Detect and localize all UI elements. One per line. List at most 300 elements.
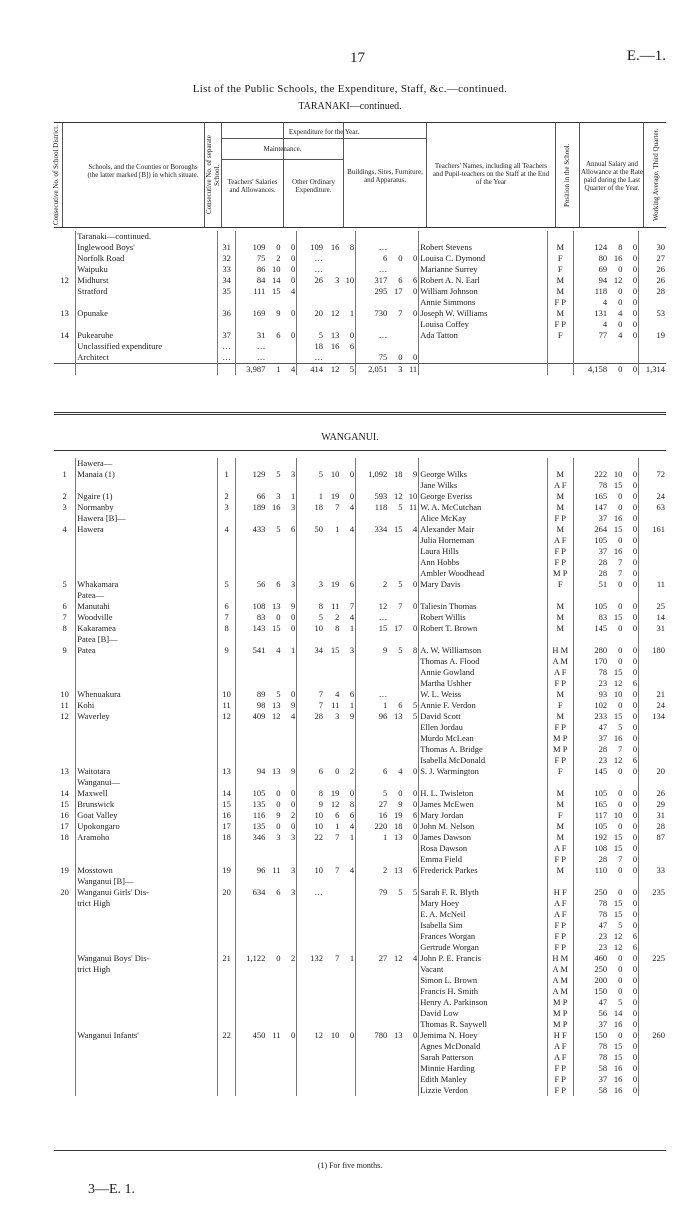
cell-teacher-name: Annie Gowland [419, 667, 547, 678]
section-divider [54, 412, 666, 413]
cell-buildings-pounds: 6 [356, 253, 389, 264]
cell-district-no: 10 [60, 689, 69, 699]
cell-salaries-pence: 1 [291, 491, 296, 501]
cell-teacher-name: David Scott [419, 711, 547, 722]
cell-salaries-pence [282, 678, 297, 689]
cell-buildings-shillings [388, 297, 403, 308]
cell-other-pence: 6 [349, 341, 355, 351]
cell-other-shillings [324, 975, 340, 986]
cell-salaries-shillings [266, 678, 281, 689]
cell-salaries-shillings: 11 [272, 865, 281, 875]
cell-salaries-pence: 0 [291, 689, 296, 699]
cell-teacher-name: Thomas A. Flood [419, 656, 547, 667]
cell-other-pence [340, 667, 355, 678]
cell-salary-pounds: 131 [573, 308, 608, 319]
cell-school-no [217, 297, 236, 308]
cell-buildings-shillings: 5 [398, 645, 403, 655]
cell-school-name: Architect [76, 352, 218, 364]
cell-salary-pounds: 105 [573, 821, 608, 832]
cell-buildings-pounds [356, 722, 389, 733]
cell-buildings-pence [403, 942, 418, 953]
cell-school-name [76, 568, 218, 579]
cell-other-shillings: 12 [330, 308, 340, 318]
cell-salaries-shillings [266, 1052, 281, 1063]
cell-teacher-name: Ann Hobbs [419, 557, 547, 568]
cell-district-no [54, 253, 76, 264]
cell-school-name [76, 535, 218, 546]
cell-salary-shillings: 0 [618, 865, 623, 875]
cell-other-pence [340, 1008, 355, 1019]
cell-salaries-pence [282, 722, 297, 733]
cell-buildings-pounds [356, 231, 389, 242]
cell-buildings-pounds: 1,092 [356, 469, 389, 480]
wanganui-table [54, 458, 666, 1096]
cell-school-name: Ngaire (1) [76, 491, 218, 502]
cell-working-average: 33 [639, 865, 666, 876]
cell-working-average [639, 909, 666, 920]
cell-school-name: trict High [76, 964, 218, 975]
cell-salaries-pounds: 143 [236, 623, 266, 634]
cell-school-name: Aramoho [76, 832, 218, 843]
cell-buildings-shillings [388, 557, 403, 568]
cell-school-no [217, 964, 236, 975]
cell-working-average [639, 458, 666, 469]
cell-school-no: 14 [217, 788, 236, 799]
cell-salary-pounds [573, 231, 608, 242]
cell-salary-pence: 0 [632, 612, 638, 622]
cell-salary-pounds: 69 [573, 264, 608, 275]
cell-salaries-pounds: 105 [236, 788, 266, 799]
cell-salary-shillings: 7 [618, 557, 623, 567]
cell-other-shillings: 8 [335, 623, 340, 633]
cell-salary-pounds: 233 [573, 711, 608, 722]
cell-school-no [217, 843, 236, 854]
cell-salary-pounds: 83 [573, 612, 608, 623]
cell-other-pence [340, 744, 355, 755]
cell-buildings-shillings: 4 [398, 766, 403, 776]
cell-salaries-shillings [266, 777, 281, 788]
cell-salary-pounds: 118 [573, 286, 608, 297]
table-row [54, 843, 666, 854]
total-salaries-shillings: 1 [266, 364, 281, 376]
cell-salary-pence: 0 [632, 253, 638, 263]
cell-salary-pence: 0 [632, 744, 638, 754]
cell-position: H M [547, 953, 573, 964]
cell-district-no [54, 480, 76, 491]
cell-school-no [217, 1085, 236, 1096]
cell-teacher-name: George Everiss [419, 491, 547, 502]
cell-other-shillings [324, 744, 340, 755]
table-row [54, 667, 666, 678]
cell-salaries-shillings: 10 [272, 264, 281, 274]
cell-salary-pence: 0 [632, 557, 638, 567]
cell-salary-shillings: 15 [613, 898, 623, 908]
cell-other-shillings [324, 920, 340, 931]
cell-other-shillings [324, 1074, 340, 1085]
table-row [54, 253, 666, 264]
cell-school-no [217, 1008, 236, 1019]
cell-other-shillings: 3 [335, 275, 340, 285]
cell-salary-pence: 0 [632, 286, 638, 296]
cell-district-no [54, 733, 76, 744]
cell-other-pounds [297, 722, 324, 733]
cell-working-average [639, 755, 666, 766]
cell-working-average [639, 480, 666, 491]
table-row [54, 821, 666, 832]
cell-salaries-pence: 0 [291, 253, 296, 263]
cell-other-pounds [297, 1074, 324, 1085]
table-row [54, 931, 666, 942]
cell-other-pence [340, 722, 355, 733]
hdr-expenditure: Expenditure for the Year. [222, 126, 426, 139]
cell-salaries-shillings [266, 667, 281, 678]
cell-buildings-pence [403, 777, 418, 788]
cell-salary-shillings: 0 [618, 319, 623, 329]
cell-other-shillings: 11 [331, 700, 340, 710]
table-row [54, 722, 666, 733]
cell-salary-shillings: 16 [613, 513, 623, 523]
cell-position: F P [547, 678, 573, 689]
cell-salaries-pounds: 108 [236, 601, 266, 612]
cell-working-average [639, 1085, 666, 1096]
cell-district-no [54, 975, 76, 986]
cell-salary-pounds: 58 [573, 1063, 608, 1074]
wanganui-top-rule [54, 450, 666, 451]
cell-school-no [217, 854, 236, 865]
cell-other-pence [340, 964, 355, 975]
cell-salary-pounds: 23 [573, 678, 608, 689]
cell-school-name [76, 909, 218, 920]
cell-salary-pounds: 170 [573, 656, 608, 667]
cell-buildings-shillings: 0 [398, 352, 403, 362]
cell-buildings-shillings [388, 264, 403, 275]
cell-other-pence [340, 286, 355, 297]
cell-working-average [639, 1063, 666, 1074]
cell-school-no: 3 [217, 502, 236, 513]
cell-district-no: 14 [60, 330, 69, 340]
cell-district-no: 13 [60, 308, 69, 318]
cell-other-shillings [324, 231, 340, 242]
cell-position: M [547, 865, 573, 876]
cell-salaries-pounds [236, 986, 266, 997]
cell-teacher-name: Simon L. Brown [419, 975, 547, 986]
cell-district-no [54, 656, 76, 667]
cell-buildings-pence [403, 1063, 418, 1074]
cell-other-pence [340, 634, 355, 645]
cell-position: M [547, 788, 573, 799]
cell-buildings-pence [403, 590, 418, 601]
cell-other-shillings [324, 843, 340, 854]
cell-teacher-name: Annie Simmons [419, 297, 547, 308]
cell-salaries-pounds [236, 1063, 266, 1074]
cell-other-pounds: … [297, 887, 324, 898]
cell-buildings-shillings [388, 513, 403, 524]
cell-buildings-pence: 0 [412, 832, 418, 842]
cell-other-shillings [324, 1008, 340, 1019]
cell-buildings-pounds: … [356, 330, 389, 341]
cell-position: M [547, 601, 573, 612]
cell-district-no [54, 744, 76, 755]
cell-buildings-pounds [356, 733, 389, 744]
cell-position [547, 352, 573, 364]
cell-district-no [54, 535, 76, 546]
cell-buildings-pounds: 317 [356, 275, 389, 286]
cell-buildings-pence: 0 [412, 1030, 418, 1040]
cell-salary-pence: 0 [632, 843, 638, 853]
cell-other-pounds [297, 667, 324, 678]
cell-other-shillings [324, 777, 340, 788]
cell-buildings-pence [403, 1041, 418, 1052]
cell-buildings-pounds [356, 942, 389, 953]
cell-salary-shillings: 10 [613, 689, 623, 699]
cell-position: H F [547, 887, 573, 898]
cell-school-name: Kakaramea [76, 623, 218, 634]
cell-other-shillings: 1 [335, 524, 340, 534]
cell-salary-pence: 0 [632, 667, 638, 677]
cell-buildings-pence: 0 [412, 253, 418, 263]
cell-salaries-shillings: 13 [272, 601, 281, 611]
cell-teacher-name [419, 341, 547, 352]
cell-position: M [547, 832, 573, 843]
cell-buildings-pence [403, 546, 418, 557]
cell-buildings-pence: 11 [409, 502, 418, 512]
cell-district-no [54, 590, 76, 601]
cell-salary-pence: 0 [632, 909, 638, 919]
cell-teacher-name: A. W. Williamson [419, 645, 547, 656]
cell-salaries-pounds [236, 1041, 266, 1052]
cell-buildings-pounds [356, 920, 389, 931]
cell-buildings-pounds [356, 678, 389, 689]
cell-other-shillings [324, 942, 340, 953]
cell-salary-shillings [608, 231, 623, 242]
cell-salaries-shillings [266, 898, 281, 909]
cell-salary-shillings: 0 [618, 264, 623, 274]
cell-buildings-pence [403, 568, 418, 579]
cell-buildings-pence: 0 [412, 286, 418, 296]
table-row [54, 1030, 666, 1041]
cell-district-no: 12 [60, 275, 69, 285]
table-row [54, 678, 666, 689]
cell-school-no: 20 [217, 887, 236, 898]
cell-salary-shillings: 15 [613, 1041, 623, 1051]
cell-position: A F [547, 1052, 573, 1063]
cell-buildings-pounds: 334 [356, 524, 389, 535]
cell-buildings-shillings [388, 1019, 403, 1030]
table-row [54, 568, 666, 579]
region-taranaki-heading: TARANAKI—continued. [298, 101, 402, 112]
cell-teacher-name: Frances Worgan [419, 931, 547, 942]
cell-salary-pounds: 105 [573, 601, 608, 612]
cell-teacher-name [419, 590, 547, 601]
table-row [54, 777, 666, 788]
cell-salaries-pence: 2 [291, 810, 296, 820]
cell-salaries-pounds [236, 1019, 266, 1030]
cell-teacher-name: S. J. Warmington [419, 766, 547, 777]
cell-district-no [54, 557, 76, 568]
cell-buildings-pounds [356, 744, 389, 755]
cell-working-average [639, 1008, 666, 1019]
cell-buildings-shillings [388, 1052, 403, 1063]
cell-buildings-pence [403, 231, 418, 242]
cell-salaries-pence: 0 [291, 1030, 296, 1040]
cell-buildings-shillings: 6 [398, 700, 403, 710]
cell-salary-shillings [608, 634, 623, 645]
cell-buildings-pence [403, 898, 418, 909]
cell-teacher-name: W. A. McCutchan [419, 502, 547, 513]
cell-district-no [54, 286, 76, 297]
cell-salaries-pence [282, 480, 297, 491]
cell-other-shillings: 2 [335, 612, 340, 622]
cell-buildings-pence [403, 986, 418, 997]
cell-salaries-shillings [266, 1074, 281, 1085]
cell-buildings-pounds [356, 964, 389, 975]
cell-other-pence: 4 [349, 502, 355, 512]
cell-buildings-pence [403, 920, 418, 931]
cell-salaries-shillings [266, 986, 281, 997]
table-row [54, 953, 666, 964]
cell-teacher-name: Alexander Mair [419, 524, 547, 535]
cell-other-pence: 10 [345, 275, 355, 285]
cell-buildings-pounds [356, 1074, 389, 1085]
cell-school-no: 32 [217, 253, 236, 264]
cell-other-shillings: 16 [330, 242, 340, 252]
cell-salary-pounds: 23 [573, 755, 608, 766]
cell-salaries-shillings: 6 [276, 579, 281, 589]
table-row [54, 352, 666, 364]
cell-working-average [639, 667, 666, 678]
cell-salaries-pounds: 66 [236, 491, 266, 502]
table-bottom-rule [54, 1150, 666, 1151]
cell-position: M [547, 612, 573, 623]
cell-other-pounds: 5 [297, 612, 324, 623]
cell-buildings-shillings [388, 744, 403, 755]
cell-buildings-pence: 0 [412, 821, 418, 831]
cell-district-no [54, 242, 76, 253]
cell-other-pounds [297, 297, 324, 308]
cell-other-pounds [297, 678, 324, 689]
table-row [54, 964, 666, 975]
cell-working-average [639, 513, 666, 524]
cell-school-name [76, 1085, 218, 1096]
cell-position: A M [547, 986, 573, 997]
cell-teacher-name: Frederick Parkes [419, 865, 547, 876]
cell-district-no: 9 [62, 645, 67, 655]
cell-position: M P [547, 1008, 573, 1019]
cell-buildings-pounds [356, 1063, 389, 1074]
cell-teacher-name: Julia Horneman [419, 535, 547, 546]
table-row [54, 491, 666, 502]
cell-buildings-shillings [388, 656, 403, 667]
total-salary-pounds: 4,158 [573, 364, 608, 376]
cell-other-shillings [324, 964, 340, 975]
cell-district-no [54, 953, 76, 964]
cell-salaries-shillings [266, 458, 281, 469]
cell-other-shillings [324, 931, 340, 942]
cell-school-name: Pukearuhe [76, 330, 218, 341]
cell-salaries-pence: 3 [291, 469, 296, 479]
cell-salary-shillings: 0 [618, 975, 623, 985]
cell-other-shillings: 10 [330, 1030, 340, 1040]
cell-salary-pence: 0 [632, 1074, 638, 1084]
cell-salary-shillings: 5 [618, 722, 623, 732]
cell-salary-pounds: 165 [573, 799, 608, 810]
cell-salaries-shillings: 3 [276, 832, 281, 842]
cell-other-pounds [297, 733, 324, 744]
cell-other-pounds: 20 [297, 308, 324, 319]
cell-salary-pounds: 28 [573, 568, 608, 579]
cell-salaries-pounds: 135 [236, 799, 266, 810]
cell-salary-shillings [608, 590, 623, 601]
cell-other-shillings [324, 513, 340, 524]
cell-school-name [76, 546, 218, 557]
cell-salary-pence [623, 231, 638, 242]
cell-salary-pounds: 165 [573, 491, 608, 502]
cell-working-average [639, 1041, 666, 1052]
cell-salary-pence: 6 [632, 678, 638, 688]
cell-buildings-shillings [388, 975, 403, 986]
cell-position: F [547, 253, 573, 264]
table-row [54, 330, 666, 341]
cell-salary-pounds: 93 [573, 689, 608, 700]
cell-position: A F [547, 667, 573, 678]
cell-salary-pence: 0 [632, 821, 638, 831]
cell-position: F P [547, 1074, 573, 1085]
cell-buildings-shillings [388, 876, 403, 887]
cell-salaries-pence: 3 [291, 502, 296, 512]
cell-salary-pence: 0 [632, 766, 638, 776]
cell-buildings-shillings [388, 843, 403, 854]
cell-salary-pence: 0 [632, 480, 638, 490]
cell-teacher-name: Jemima N. Hoey [419, 1030, 547, 1041]
cell-teacher-name: Murdo McLean [419, 733, 547, 744]
cell-buildings-shillings [388, 231, 403, 242]
cell-working-average [639, 297, 666, 308]
cell-buildings-pence [403, 1008, 418, 1019]
cell-other-pence [340, 1074, 355, 1085]
cell-buildings-pounds: … [356, 612, 389, 623]
cell-working-average [639, 942, 666, 953]
cell-salaries-pence [282, 590, 297, 601]
cell-salaries-shillings: 13 [272, 766, 281, 776]
cell-other-shillings: 19 [330, 579, 340, 589]
cell-buildings-pounds: 780 [356, 1030, 389, 1041]
cell-salaries-shillings [266, 634, 281, 645]
cell-salaries-shillings: 5 [276, 524, 281, 534]
cell-teacher-name: Robert Willis [419, 612, 547, 623]
cell-salary-pence: 0 [632, 898, 638, 908]
cell-other-shillings [324, 319, 340, 330]
cell-position: M [547, 821, 573, 832]
cell-position: A M [547, 656, 573, 667]
cell-position: M [547, 623, 573, 634]
cell-position: F P [547, 319, 573, 330]
table-row [54, 975, 666, 986]
cell-school-no: 36 [217, 308, 236, 319]
cell-salaries-pence [282, 568, 297, 579]
cell-district-no [54, 1074, 76, 1085]
cell-other-shillings [324, 286, 340, 297]
cell-other-pounds: 10 [297, 865, 324, 876]
cell-salaries-pence [282, 876, 297, 887]
cell-other-pounds [297, 1052, 324, 1063]
cell-salaries-pounds: 111 [236, 286, 266, 297]
cell-district-no: 2 [62, 491, 67, 501]
cell-salaries-pounds: 75 [236, 253, 266, 264]
cell-teacher-name: Isabella Sim [419, 920, 547, 931]
cell-buildings-shillings [388, 1074, 403, 1085]
cell-other-pounds: … [297, 352, 324, 364]
cell-teacher-name: Vacant [419, 964, 547, 975]
